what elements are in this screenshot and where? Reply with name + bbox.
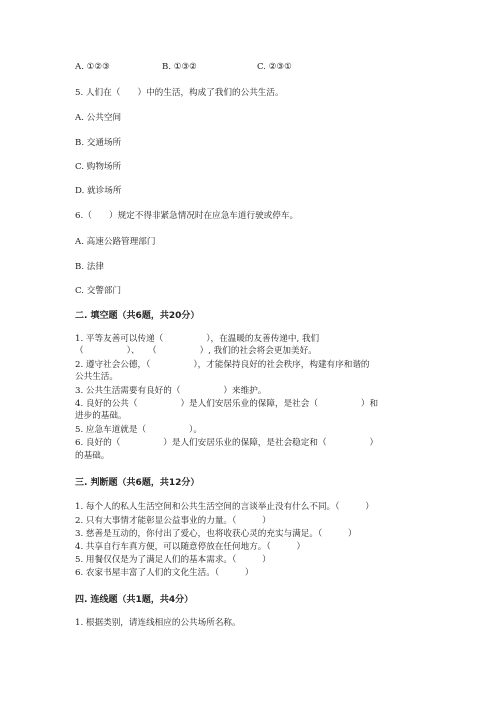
question-5-option-c: C. 购物场所 <box>75 162 122 172</box>
fill-line: 的基础。 <box>75 451 110 461</box>
fill-line: 公共生活。 <box>75 372 118 382</box>
option-a: A. ①②③ <box>75 62 110 72</box>
fill-line: （ ）、 （ ）, 我们的社会将会更加美好。 <box>75 346 317 356</box>
fill-line: 6. 良好的（ ）是人们安居乐业的保障，是社会稳定和（ ） <box>75 438 379 448</box>
judge-line: 1. 每个人的私人生活空间和公共生活空间的言谈举止没有什么不同。（ ） <box>75 502 374 512</box>
question-5-option-b: B. 交通场所 <box>75 138 122 148</box>
question-6-option-c: C. 交警部门 <box>75 286 122 296</box>
fill-line: 1. 平等友善可以传递（ ），在温暖的友善传递中, 我们 <box>75 334 320 344</box>
question-5-option-d: D. 就诊场所 <box>75 186 122 196</box>
judge-line: 2. 只有大事情才能彰显公益事业的力量。（ ） <box>75 516 271 526</box>
judge-line: 6. 农家书屋丰富了人们的文化生活。（ ） <box>75 568 254 578</box>
fill-line: 2. 遵守社会公德，（ ），才能保持良好的社会秩序，构建有序和谐的 <box>75 360 370 370</box>
section-4-heading: 四. 连线题（共1题，共4分） <box>75 595 194 605</box>
fill-line: 进步的基础。 <box>75 411 127 421</box>
judge-line: 5. 用餐仅仅是为了满足人们的基本需求。（ ） <box>75 555 271 565</box>
option-b: B. ①③② <box>162 62 197 72</box>
question-6-option-a: A. 高速公路管理部门 <box>75 237 156 247</box>
question-6-option-b: B. 法律 <box>75 262 104 272</box>
fill-line: 4. 良好的公共（ ）是人们安居乐业的保障，是社会（ ）和 <box>75 399 379 409</box>
question-5-stem: 5. 人们在（ ）中的生活，构成了我们的公共生活。 <box>75 88 284 98</box>
judge-line: 4. 共享自行车真方便，可以随意停放在任何地方。（ ） <box>75 542 306 552</box>
option-c: C. ②③① <box>257 62 292 72</box>
match-line: 1. 根据类别，请连线相应的公共场所名称。 <box>75 618 241 628</box>
question-6-stem: 6.（ ）规定不得非紧急情况时在应急车道行驶或停车。 <box>75 211 299 221</box>
fill-line: 3. 公共生活需要有良好的（ ）来维护。 <box>75 386 267 396</box>
section-3-heading: 三. 判断题（共6题，共12分） <box>75 478 200 488</box>
fill-line: 5. 应急车道就是（ ）。 <box>75 425 202 435</box>
section-2-heading: 二. 填空题（共6题，共20分） <box>75 311 200 321</box>
question-5-option-a: A. 公共空间 <box>75 113 122 123</box>
judge-line: 3. 慈善是互动的，你付出了爱心，也将收获心灵的充实与满足。（ ） <box>75 529 357 539</box>
